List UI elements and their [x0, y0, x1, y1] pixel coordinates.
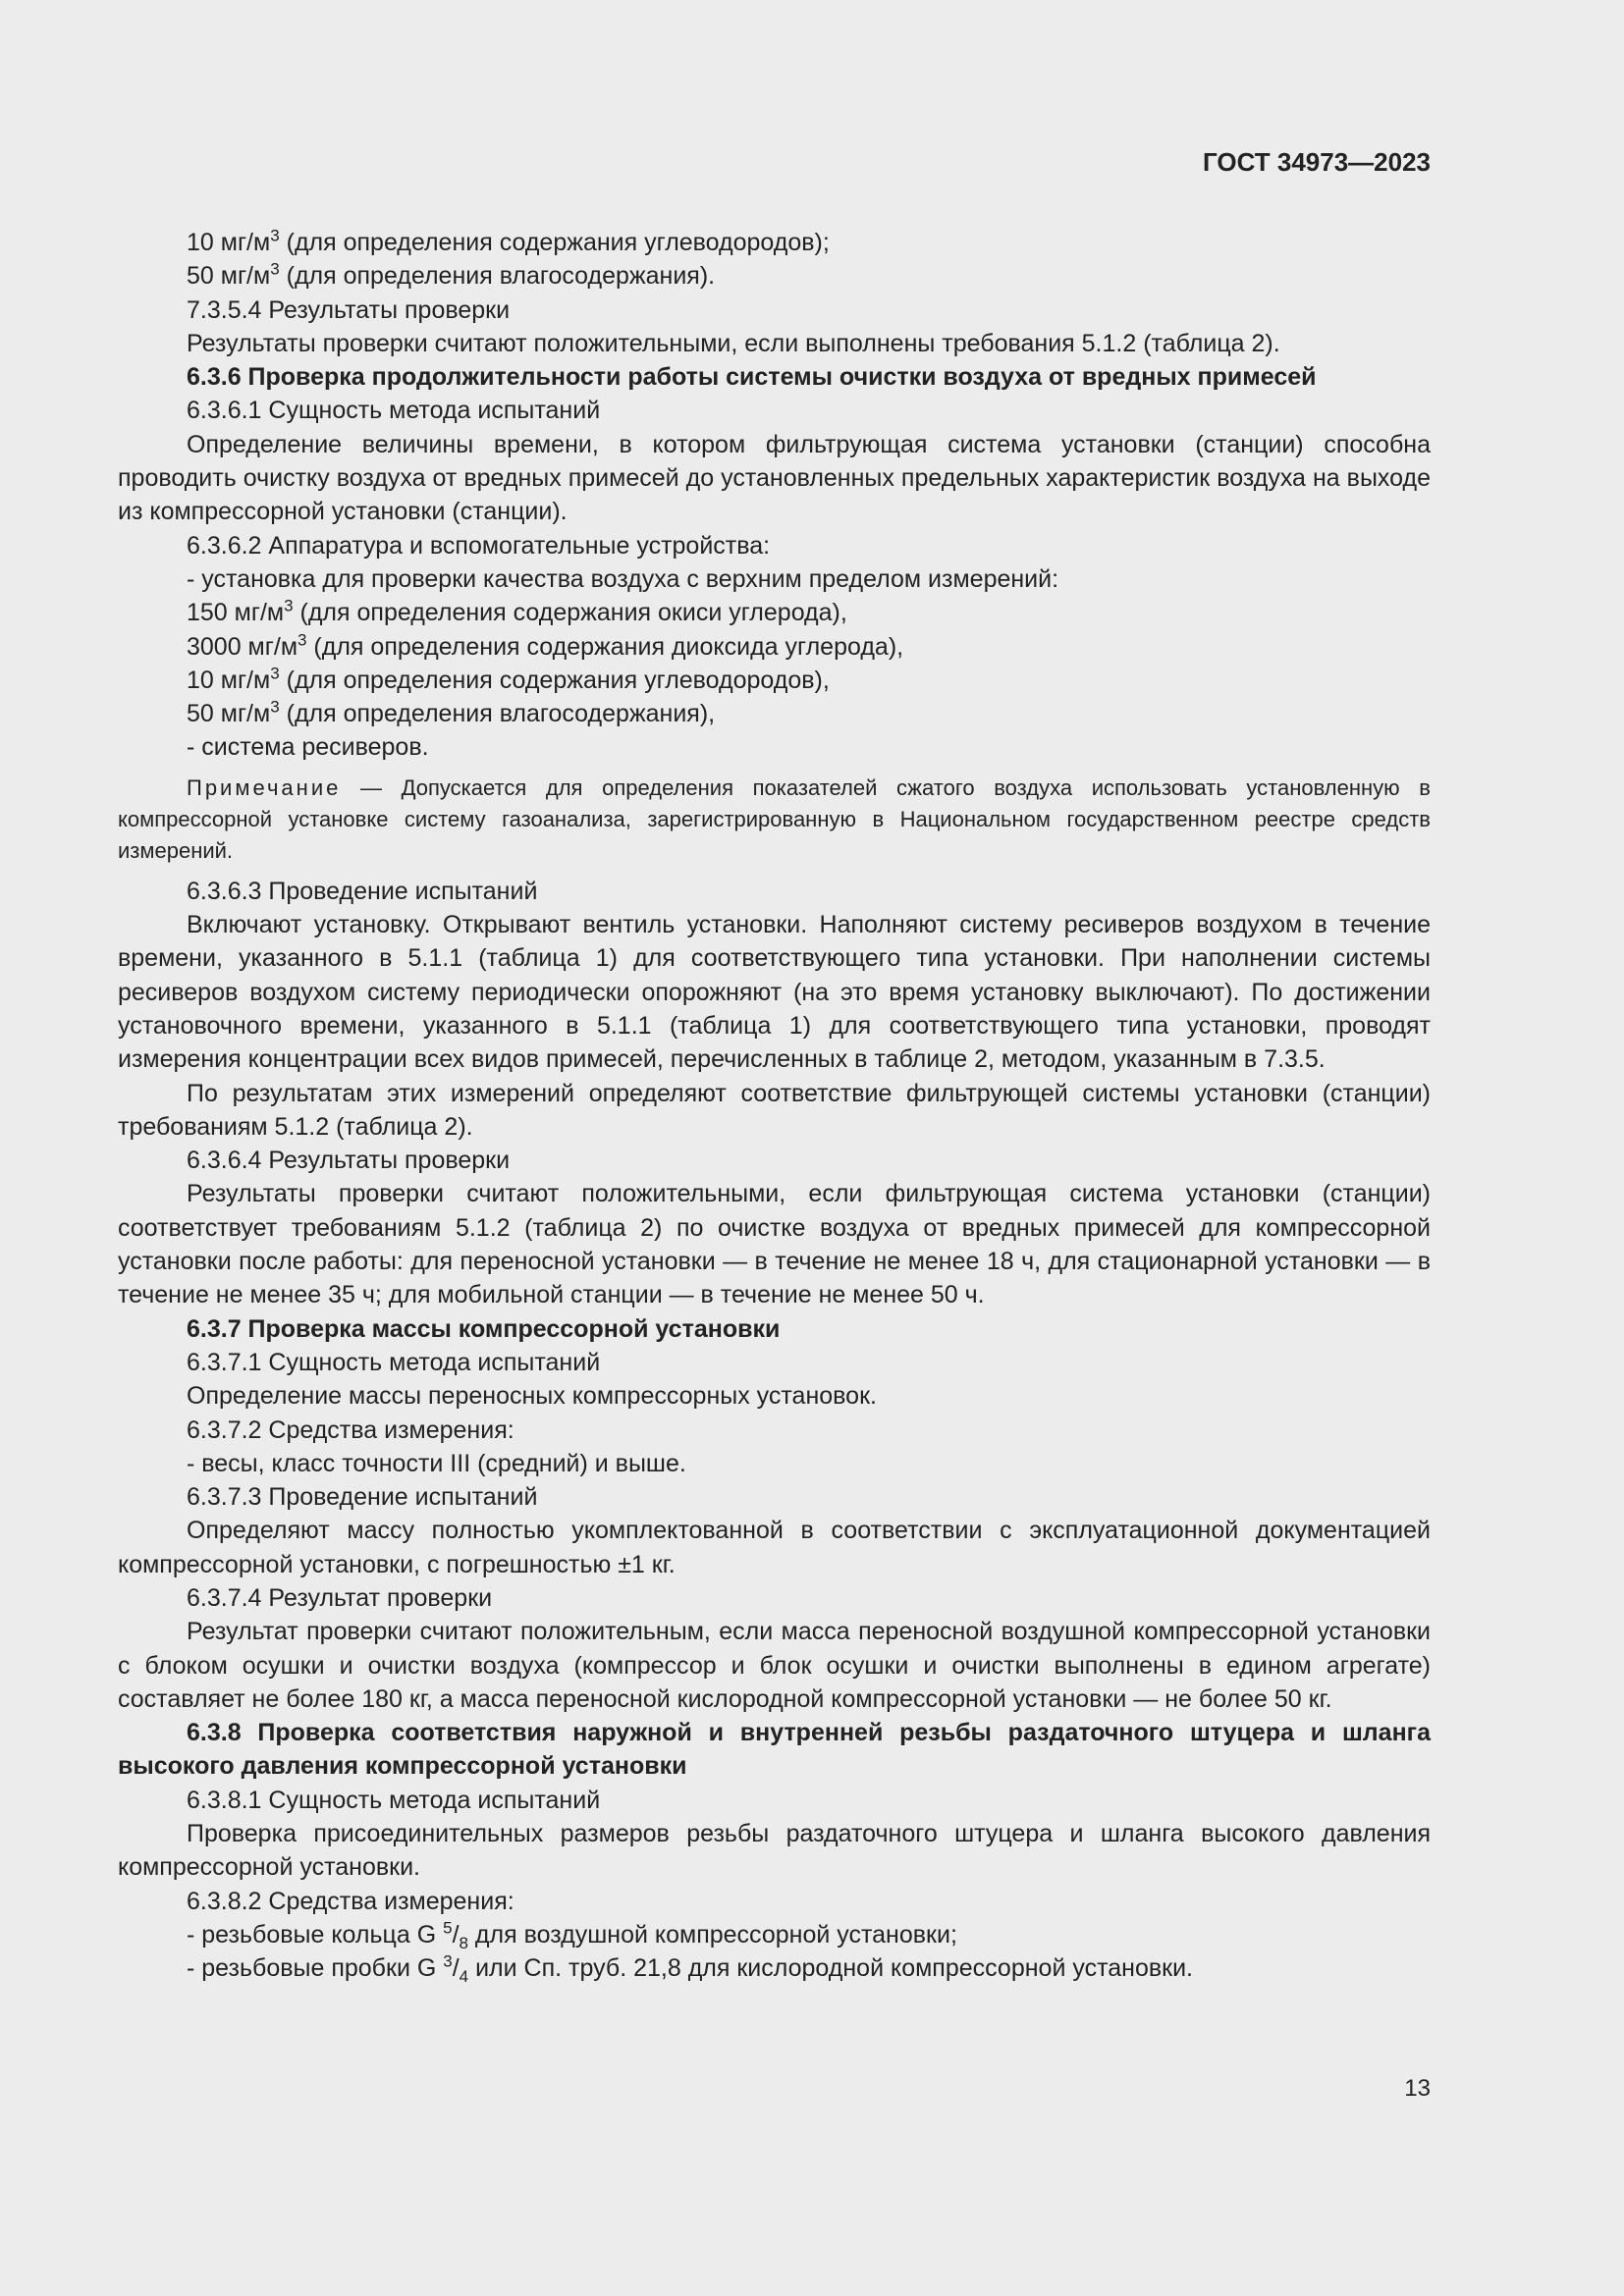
paragraph: Проверка присоединительных размеров резьбы раздаточного штуцера и шланга высокого давления компрессорной установки.: [118, 1820, 1431, 1882]
text: (для определения содержания окиси углерода),: [293, 599, 847, 627]
text: (для определения содержания углеводородов),: [279, 666, 830, 694]
fraction-denominator: 4: [459, 1967, 469, 1987]
paragraph: Результаты проверки считают положительными, если фильтрующая система установки (станции) соответствует требованиям 5.1.2 (таблица 2) по очистке воздуха от вредных примесей для компрессорной установки после работы: для переносной установки — в течение не менее 18 ч, для стационарной установки — в течение не менее 35 ч; для мобильной станции — в течение не менее 50 ч.: [118, 1180, 1431, 1309]
subsection-heading: 6.3.6.1 Сущность метода испытаний: [187, 397, 601, 425]
text: (для определения содержания углеводородов);: [279, 229, 830, 256]
subsection-heading: 6.3.8.2 Средства измерения:: [187, 1887, 514, 1915]
superscript: 3: [284, 596, 294, 615]
text: 3000 мг/м: [187, 632, 298, 661]
section-heading: 6.3.8 Проверка соответствия наружной и внутренней резьбы раздаточного штуцера и шланга высокого давления компрессорной установки: [118, 1719, 1431, 1781]
subsection-heading: 7.3.5.4 Результаты проверки: [187, 295, 511, 324]
subsection-heading: 6.3.7.3 Проведение испытаний: [187, 1483, 538, 1512]
text: (для определения влагосодержания).: [279, 262, 716, 291]
fraction-denominator: 8: [459, 1933, 468, 1952]
text-line: [118, 630, 1431, 664]
list-item: [118, 1951, 1431, 1985]
paragraph: Результаты проверки считают положительными, если выполнены требования 5.1.2 (таблица 2).: [187, 329, 1280, 357]
subsection-heading: 6.3.7.4 Результат проверки: [187, 1583, 493, 1612]
paragraph: Включают установку. Открывают вентиль установки. Наполняют систему ресиверов воздухом в течение времени, указанного в 5.1.1 (таблица 1) для соответствующего типа установки. При наполнении системы ресиверов воздухом систему периодически опорожняют (на это время установку выключают). По достижении установочного времени, указанного в 5.1.1 (таблица 1) для соответствующего типа установки, проводят измерения концентрации всех видов примесей, перечисленных в таблице 2, методом, указанным в 7.3.5.: [118, 911, 1431, 1074]
superscript: 3: [270, 697, 280, 717]
superscript: 3: [270, 226, 280, 245]
paragraph: Определяют массу полностью укомплектованной в соответствии с эксплуатационной документацией компрессорной установки, с погрешностью ±1 кг.: [118, 1517, 1431, 1578]
note: [118, 773, 1431, 867]
superscript: 3: [298, 630, 307, 650]
text: для воздушной компрессорной установки;: [467, 1920, 957, 1949]
text: 10 мг/м: [187, 229, 271, 256]
text-line: [118, 259, 1431, 293]
subsection-heading: 6.3.6.2 Аппаратура и вспомогательные устройства:: [187, 531, 771, 560]
superscript: 3: [270, 259, 280, 279]
fraction-slash: /: [452, 1920, 460, 1949]
note-label: Примечание: [187, 774, 342, 800]
text: 50 мг/м: [187, 262, 271, 291]
subsection-heading: 6.3.6.4 Результаты проверки: [187, 1147, 511, 1175]
paragraph: По результатам этих измерений определяют соответствие фильтрующей системы установки (станции) требованиям 5.1.2 (таблица 2).: [118, 1079, 1431, 1141]
subsection-heading: 6.3.8.1 Сущность метода испытаний: [187, 1786, 601, 1814]
list-item: - установка для проверки качества воздуха с верхним пределом измерений:: [187, 564, 1059, 593]
text: 50 мг/м: [187, 700, 271, 728]
text: 150 мг/м: [187, 599, 285, 627]
paragraph: Определение величины времени, в котором фильтрующая система установки (станции) способна проводить очистку воздуха от вредных примесей до установленных предельных характеристик воздуха на выходе из компрессорной установки (станции).: [118, 430, 1431, 526]
text: 10 мг/м: [187, 666, 271, 694]
standard-number: ГОСТ 34973—2023: [1203, 147, 1431, 177]
fraction-slash: /: [452, 1954, 460, 1983]
fraction-numerator: 5: [443, 1918, 453, 1938]
note-text: — Допускается для определения показателей сжатого воздуха использовать установленную в компрессорной установке систему газоанализа, зарегистрированную в Национальном государственном реестре средств измерений.: [118, 774, 1431, 863]
subsection-heading: 6.3.7.1 Сущность метода испытаний: [187, 1348, 601, 1376]
paragraph: Результат проверки считают положительным, если масса переносной воздушной компрессорной установки с блоком осушки и очистки воздуха (компрессор и блок осушки и очистки выполнены в едином агрегате) составляет не более 180 кг, а масса переносной кислородной компрессорной установки — не более 50 кг.: [118, 1618, 1431, 1713]
page-number: 13: [1404, 2075, 1431, 2102]
list-item: [118, 1918, 1431, 1951]
text-line: [118, 226, 1431, 259]
page-body: [118, 226, 1431, 1986]
section-heading: 6.3.6 Проверка продолжительности работы системы очистки воздуха от вредных примесей: [187, 363, 1317, 392]
list-item: - весы, класс точности III (средний) и выше.: [187, 1449, 686, 1477]
list-item: - система ресиверов.: [187, 733, 429, 762]
fraction-numerator: 3: [443, 1951, 453, 1971]
text-line: [118, 664, 1431, 697]
text-line: [118, 596, 1431, 629]
superscript: 3: [270, 664, 280, 683]
text: или Сп. труб. 21,8 для кислородной компрессорной установки.: [468, 1954, 1193, 1983]
text: - резьбовые пробки G: [187, 1954, 444, 1983]
text-line: [118, 697, 1431, 730]
subsection-heading: 6.3.6.3 Проведение испытаний: [187, 877, 538, 905]
paragraph: Определение массы переносных компрессорных установок.: [187, 1382, 877, 1411]
text: (для определения влагосодержания),: [279, 700, 716, 728]
text: (для определения содержания диоксида углерода),: [306, 632, 904, 661]
section-heading: 6.3.7 Проверка массы компрессорной установки: [187, 1314, 781, 1343]
subsection-heading: 6.3.7.2 Средства измерения:: [187, 1415, 514, 1444]
text: - резьбовые кольца G: [187, 1920, 444, 1949]
